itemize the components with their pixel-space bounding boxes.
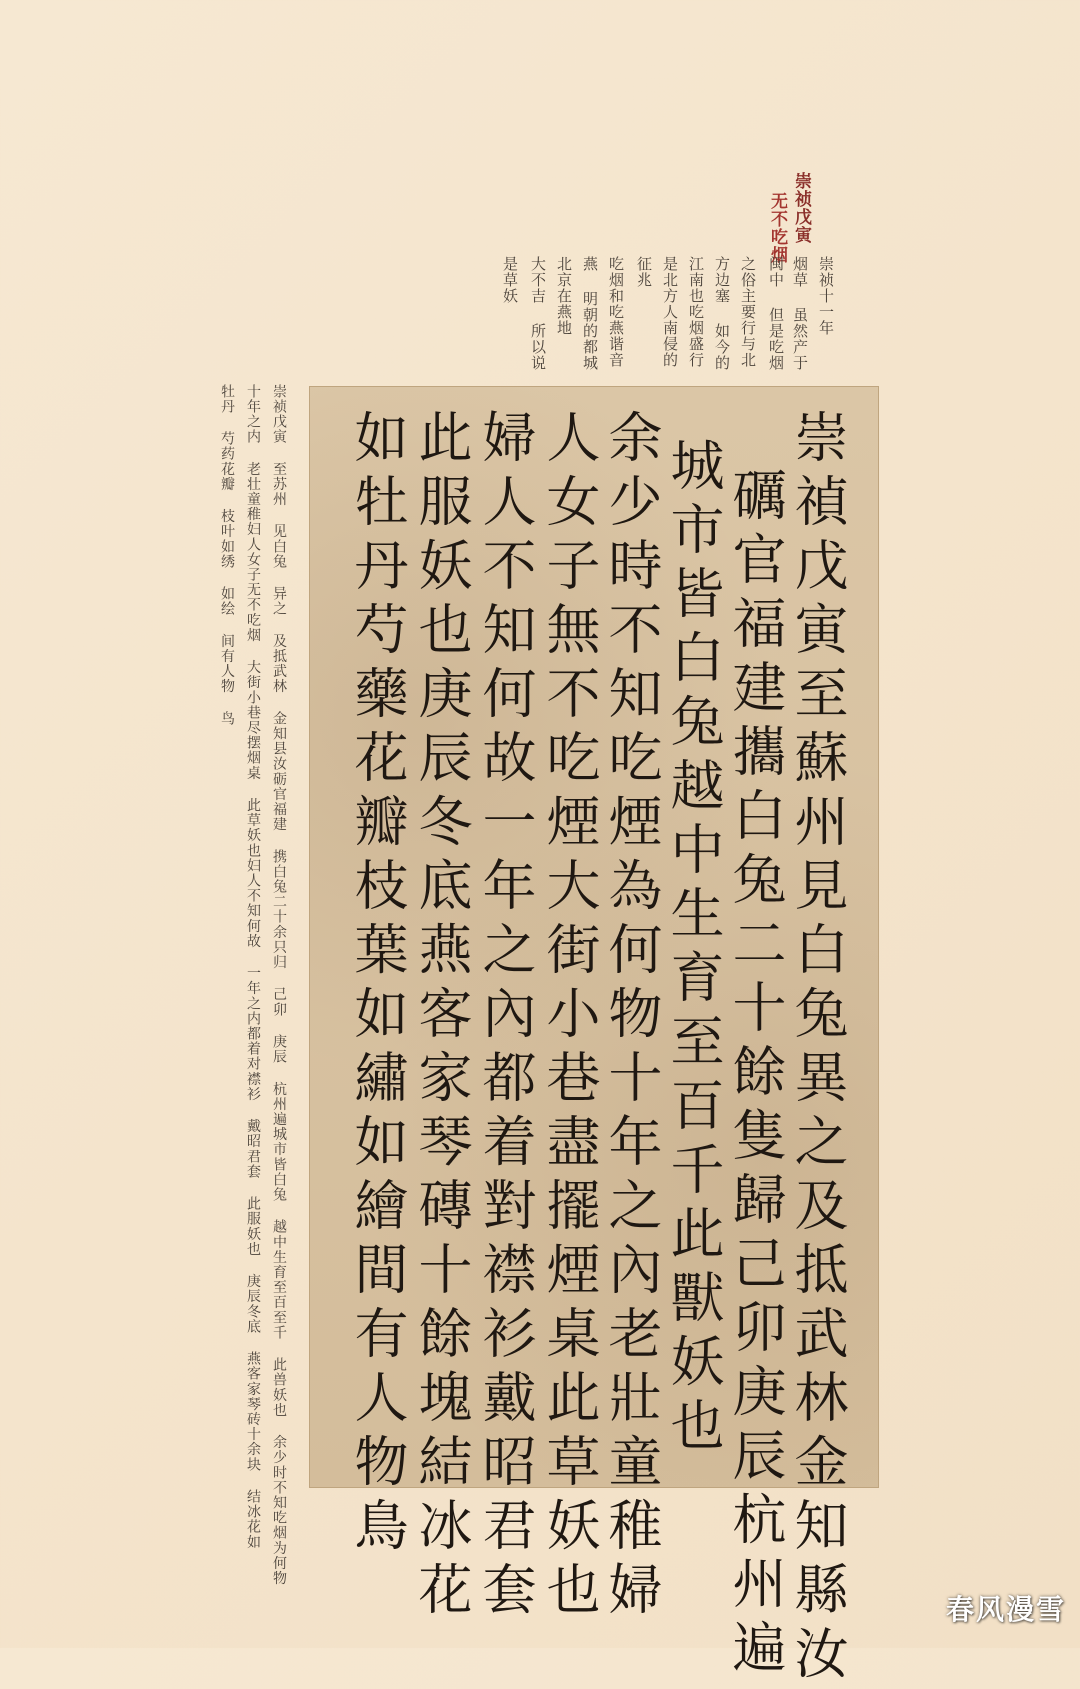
- calligraphy-column: 此服妖也庚辰冬底燕客家琴磚十餘塊結冰花: [410, 409, 473, 1625]
- annotation-line: 北京在燕地: [555, 256, 573, 336]
- annotation-line: 江南也吃烟盛行: [687, 256, 705, 368]
- calligraphy-column: 人女子無不吃煙大街小巷盡擺煙桌此草妖也: [538, 409, 601, 1625]
- watermark: 春风漫雪: [945, 1593, 1066, 1626]
- transcription-line: 十年之内 老壮童稚妇人女子无不吃烟 大街小巷尽摆烟桌 此草妖也妇人不知何故 一年之内都着对襟衫 戴昭君套 此服妖也 庚辰冬底 燕客家琴砖十余块 结冰花如: [245, 384, 261, 1550]
- annotation-line: 崇祯十一年: [817, 256, 835, 336]
- calligraphy-column: 余少時不知吃煙為何物十年之內老壯童稚婦: [600, 409, 663, 1625]
- annotation-line: 方边塞 如今的: [713, 256, 731, 371]
- annotation-line: 征兆: [635, 256, 653, 288]
- calligraphy-column: 礪官福建攜白兔二十餘隻歸己卯庚辰杭州遍: [724, 467, 787, 1683]
- annotation-line: 烟草 虽然产于: [791, 256, 809, 371]
- annotation-title-line2: 无不吃烟: [767, 192, 787, 264]
- calligraphy-column: 如牡丹芍藥花瓣枝葉如繡如繪間有人物鳥: [346, 409, 409, 1561]
- transcription-line: 崇祯戊寅 至苏州 见白兔 异之 及抵武林 金知县汝砺官福建 携白兔二十余只归 己卯 庚辰 杭州遍城市皆白兔 越中生育至百至千 此兽妖也 余少时不知吃烟为何物: [271, 384, 287, 1586]
- annotation-line: 之俗主要行与北: [739, 256, 757, 368]
- calligraphy-panel: [309, 386, 879, 1689]
- calligraphy-column: 城市皆白兔越中生育至百千此獸妖也: [662, 437, 725, 1461]
- calligraphy-column: 崇禎戊寅至蘇州見白兔異之及抵武林金知縣汝: [786, 409, 849, 1689]
- annotation-line: 大不吉 所以说: [529, 256, 547, 371]
- annotation-line: 是北方人南侵的: [661, 256, 679, 368]
- annotation-line: 燕 明朝的都城: [581, 256, 599, 371]
- annotation-title-line1: 崇祯戊寅: [791, 172, 811, 244]
- annotation-line: 吃烟和吃燕谐音: [607, 256, 625, 368]
- annotation-line: 是草妖: [501, 256, 519, 304]
- transcription-line: 牡丹 芍药花瓣 枝叶如绣 如绘 间有人物 鸟: [219, 384, 235, 727]
- calligraphy-column: 婦人不知何故一年之內都着對襟衫戴昭君套: [474, 409, 537, 1625]
- annotation-line: 闽中 但是吃烟: [767, 256, 785, 371]
